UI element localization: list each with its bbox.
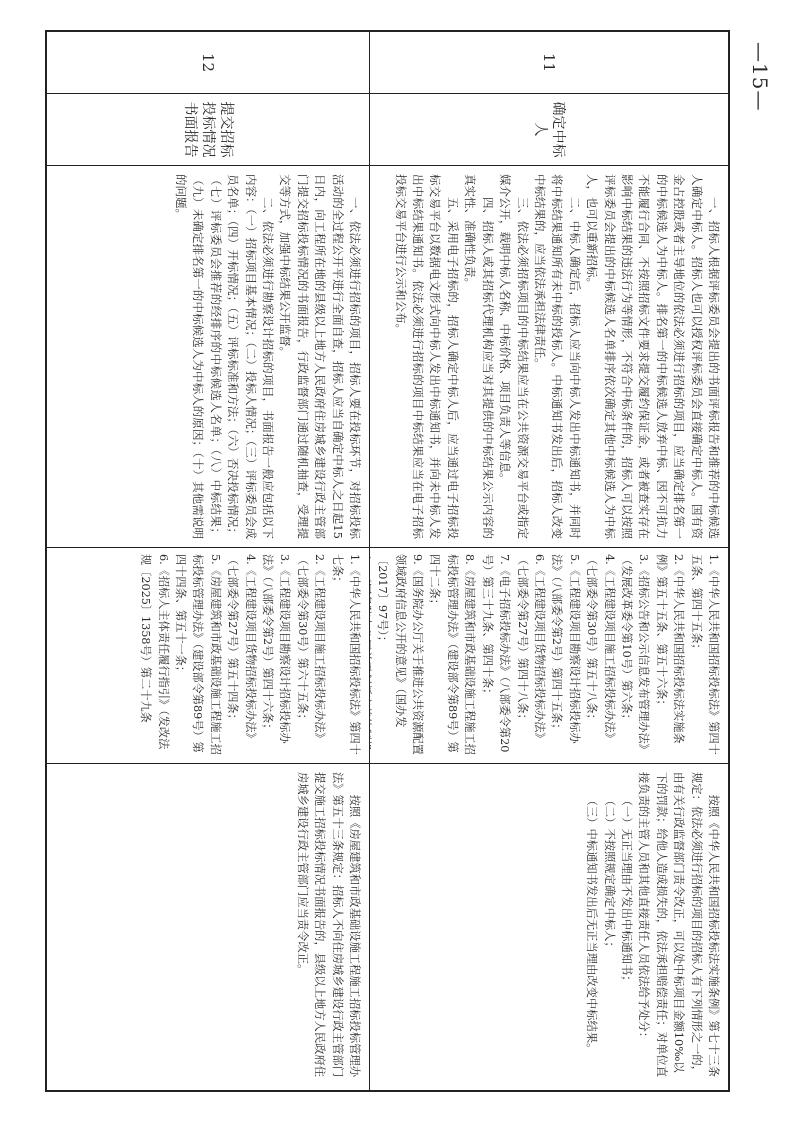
requirements-table — [45, 30, 730, 1092]
basis-item: 7.《电子招标投标办法》（八部委令第20号）第三十九条、第四十条； — [480, 554, 512, 753]
basis-item: 2.《工程建设项目施工招标投标办法》（七部委令第30号）第六十五条； — [295, 554, 327, 744]
basis-item: 1.《中华人民共和国招标投标法》第四十七条； — [330, 554, 361, 755]
consequence-cell — [47, 764, 369, 1090]
basis-item: 4.《工程建设项目施工招标投标办法》（七部委令第30号）第五十八条； — [585, 554, 616, 744]
content-cell — [370, 166, 728, 548]
content-paragraph: 四、招标人或其招标代理机构应当对其提供的中标结果公示内容的真实性、准确性负责。 — [463, 174, 495, 539]
basis-item: 8.《房屋建筑和市政基础设施工程施工招标投标管理办法》（建设部令第89号）第四十二条； — [428, 554, 477, 755]
consequence-paragraph: 按照《中华人民共和国招标投标法实施条例》第七十三条规定：依法必须进行招标的项目的招标人有下列情形之一的，由有关行政监督部门责令改正，可以处中标项目金额10‰以下的罚款；给他人造成损失的，依法承担赔偿责任；对单位直接负责的主管人员和其他直接责任人员依法给予处分： — [637, 772, 720, 1078]
consequence-paragraph: 按照《房屋建筑和市政基础设施工程施工招标投标管理办法》第五十三条规定：招标人不向住房城乡建设行政主管部门提交施工招标投标情况书面报告的，县级以上地方人民政府住房城乡建设行政主管部门应当责令改正。 — [295, 772, 361, 1078]
basis-item: 6.《招标人主体责任履行指引》（发改法规〔2025〕1358号）第二十九条 — [139, 554, 170, 750]
content-paragraph: 二、中标人确定后，招标人应当向中标人发出中标通知书，并同时将中标结果通知所有未中标的投标人。中标通知书发出后，招标人改变中标结果的，应当依法承担法律责任。 — [532, 174, 582, 539]
basis-item: 5.《房屋建筑和市政基础设施工程施工招标投标管理办法》（建设部令第89号）第四十四条、第五十一条； — [173, 554, 222, 755]
page-number-text: —15— — [748, 42, 772, 112]
consequence-paragraph: （三）中标通知书发出后无正当理由改变中标结果。 — [585, 794, 599, 1055]
content-paragraph: 三、依法必须招标项目的中标结果应当在公共资源交易平台或指定媒介公开，载明中标人名称、中标价格、项目负责人等信息。 — [498, 174, 530, 539]
row-title: 提交招标投标情况书面报告 — [47, 94, 369, 166]
basis-item — [370, 554, 374, 757]
basis-item: 9.《国务院办公厅关于推进公共资源配置领域政府信息公开的意见》（国办发〔2017〕97号）； — [376, 554, 425, 755]
rotated-table-body — [47, 32, 728, 1090]
consequence-cell — [370, 764, 728, 1090]
page-number — [742, 42, 782, 132]
basis-item: 2.《中华人民共和国招标投标法实施条例》第五十五条、第五十六条； — [654, 554, 686, 744]
basis-item: 4.《工程建设项目货物招标投标办法》（七部委令第27号）第五十四条； — [226, 554, 257, 744]
legal-basis-cell — [370, 548, 728, 764]
row-number: 12 — [47, 32, 369, 94]
table-row — [47, 32, 369, 1090]
basis-item: 3.《工程建设项目勘察设计招标投标办法》（八部委令第2号）第四十六条； — [260, 554, 292, 744]
table-row — [369, 32, 728, 1090]
row-title: 确定中标人 — [370, 94, 728, 166]
basis-item: 6.《工程建设项目货物招标投标办法》（七部委令第27号）第四十八条； — [515, 554, 546, 744]
content-paragraph: 五、采用电子招标的，招标人确定中标人后，应当通过电子招标投标交易平台以数据电文形式向中标人发出中标通知书，并向未中标人发出中标结果通知书。依法必须进行招标的项目中标结果应当在电子招标投标交易平台进行公示和公布。 — [393, 174, 460, 539]
consequence-paragraph: （一）无正当理由不发出中标通知书； — [619, 794, 633, 987]
row-number: 11 — [370, 32, 728, 94]
content-paragraph: 一、招标人根据评标委员会提出的书面评标报告和推荐的中标候选人确定中标人。招标人也可以授权评标委员会直接确定中标人。国有资金占控股或者主导地位的依法必须进行招标的项目，应当确定排名第一的中标候选人为中标人。排名第一的中标候选人放弃中标、因不可抗力不能履行合同、不按照招标文件要求提交履约保证金，或者被查实存在影响中标结果的违法行为等情形，不符合中标条件的，招标人可以按照评标委员会提出的中标候选人名单排序依次确定其他中标候选人为中标人，也可以重新招标。 — [585, 174, 721, 539]
legal-basis-cell — [47, 548, 369, 764]
basis-item: 5.《工程建设项目勘察设计招标投标办法》（八部委令第2号）第四十五条； — [550, 554, 581, 744]
consequence-paragraph: （二）不按照规定确定中标人； — [602, 794, 616, 953]
basis-item: 1.《中华人民共和国招标投标法》第四十五条、第四十五条； — [689, 554, 720, 755]
content-paragraph: 二、依法必须进行勘察设计招标的项目，书面报告一般应包括以下内容：（一）招标项目基本情况；（二）投标人情况；（三）评标委员会成员名单；（四）开标情况；（五）评标标准和方法；（六）否决投标情况；（七）评标委员会推荐的经排序的中标候选人名单；（八）中标结果；（九）未确定排名第一的中标候选人为中标人的原因；（十）其他需说明的问题。 — [173, 174, 275, 539]
content-cell — [47, 166, 369, 548]
content-paragraph: 一、依法必须进行招标的项目，招标人要在投标环节，对招标投标活动的全过程公开平进行全面自查，招标人应当自确定中标人之日起15日内，向工程所在地的县级以上地方人民政府住房城乡建设行政主管部门提交招标投标情况的书面报告，行政监督部门通过随机抽查，受理提交等方式，加强中标结果公开监督。 — [278, 174, 362, 539]
basis-item: 3.《招标公告和公示信息发布管理办法》（发展改革委令第10号）第六条； — [619, 554, 651, 755]
